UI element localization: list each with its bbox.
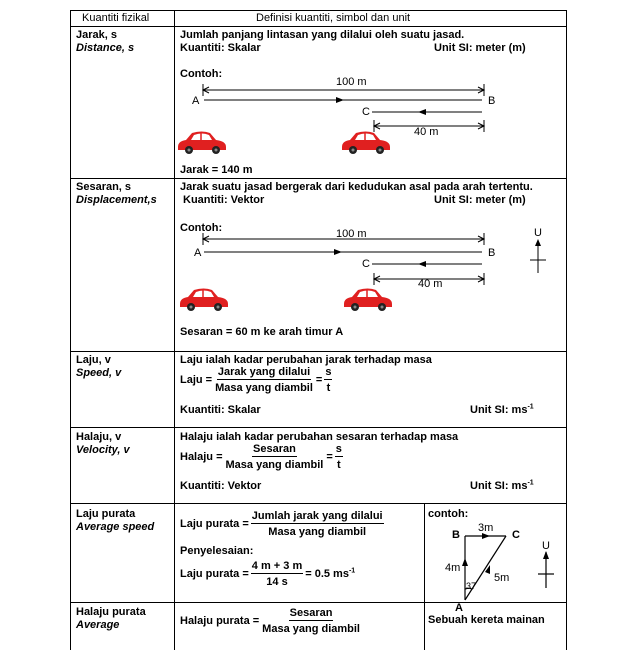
displacement-definition: Jarak suatu jasad bergerak dari kedudukan asal pada arah tertentu.: [180, 181, 533, 193]
speed-name-en: Speed, v: [76, 367, 122, 379]
fraction-numerator: s: [335, 443, 342, 455]
displacement-quantity: Kuantiti: Vektor: [183, 194, 265, 206]
speed-definition: Laju ialah kadar perubahan jarak terhadap masa: [180, 354, 432, 366]
point-c: C: [362, 106, 370, 118]
fraction: [261, 607, 361, 635]
fraction-numerator: Jarak yang dilalui: [217, 366, 311, 378]
distance-quantity: Kuantiti: Skalar: [180, 42, 261, 54]
displacement-label-100m: 100 m: [336, 228, 367, 240]
displacement-label-40m: 40 m: [418, 278, 443, 290]
displacement-example-label: Contoh:: [180, 222, 223, 234]
fraction-numerator: s: [325, 366, 332, 378]
calc-result: = 0.5 $ms^{-1}$: [305, 567, 356, 580]
speed-quantity: Kuantiti: Skalar: [180, 404, 261, 416]
fraction-numerator: Sesaran: [253, 443, 296, 455]
distance-unit: Unit SI: meter (m): [434, 42, 526, 54]
fraction-denominator: Masa yang diambil: [225, 459, 324, 471]
displacement-name: Sesaran, s: [76, 181, 132, 193]
velocity-unit: Unit SI: $ms^{-1}$: [470, 479, 534, 492]
speed-unit: Unit SI: $ms^{-1}$: [470, 403, 534, 416]
distance-definition: Jumlah panjang lintasan yang dilalui oleh suatu jasad.: [180, 29, 465, 41]
displacement-unit: Unit SI: meter (m): [434, 194, 526, 206]
fraction-numerator: Jumlah jarak yang dilalui: [251, 510, 383, 522]
velocity-name: Halaju, v: [76, 431, 122, 443]
formula-lhs: Laju =: [180, 374, 213, 386]
solution-label: Penyelesaian:: [180, 545, 254, 557]
avg-velocity-name-en: Average: [76, 619, 120, 631]
triangle-point-b: B: [452, 529, 460, 541]
avg-speed-name: Laju purata: [76, 508, 136, 520]
fraction-denominator: t: [326, 382, 331, 394]
avg-speed-name-en: Average speed: [76, 521, 155, 533]
distance-result: Jarak = 140 m: [180, 164, 253, 176]
fraction-numerator: 4 m + 3 m: [251, 560, 303, 572]
velocity-name-en: Velocity, v: [76, 444, 130, 456]
fraction-denominator: Masa yang diambil: [268, 526, 367, 538]
triangle-point-a: A: [455, 602, 463, 614]
distance-label-100m: 100 m: [336, 76, 367, 88]
fraction-denominator: 14 s: [266, 576, 288, 588]
displacement-name-en: Displacement,s: [76, 194, 157, 206]
formula-lhs: Halaju purata =: [180, 615, 260, 627]
avg-velocity-formula: [180, 607, 363, 635]
speed-name: Laju, v: [76, 354, 111, 366]
triangle-label-5m: 5m: [494, 572, 510, 584]
fraction-denominator: Masa yang diambil: [215, 382, 313, 394]
velocity-quantity: Kuantiti: Vektor: [180, 480, 262, 492]
triangle-example-label: contoh:: [428, 508, 469, 520]
triangle-label-4m: 4m: [445, 562, 461, 574]
header-definition: Definisi kuantiti, simbol dan unit: [256, 12, 411, 24]
displacement-result: Sesaran = 60 m ke arah timur A: [180, 326, 344, 338]
formula-lhs: Halaju =: [180, 451, 223, 463]
point-c: C: [362, 258, 370, 270]
compass-north-label: U: [542, 540, 550, 552]
compass-north-label: U: [534, 227, 542, 239]
distance-example-label: Contoh:: [180, 68, 223, 80]
distance-name: Jarak, s: [76, 29, 117, 41]
velocity-definition: Halaju ialah kadar perubahan sesaran terhadap masa: [180, 431, 459, 443]
equals-sign: =: [315, 374, 323, 386]
avg-velocity-note: Sebuah kereta mainan: [428, 614, 545, 626]
point-a: A: [192, 95, 200, 107]
triangle-point-c: C: [512, 529, 520, 541]
distance-label-40m: 40 m: [414, 126, 439, 138]
avg-velocity-name: Halaju purata: [76, 606, 146, 618]
distance-name-en: Distance, s: [76, 42, 135, 54]
calc-lhs: Laju purata =: [180, 568, 249, 580]
formula-lhs: Laju purata =: [180, 518, 249, 530]
fraction-numerator: Sesaran: [289, 607, 333, 619]
triangle-angle-label: 37: [466, 581, 477, 591]
equals-sign: =: [326, 451, 333, 463]
point-a: A: [194, 247, 202, 259]
header-quantity: Kuantiti fizikal: [82, 12, 150, 24]
fraction-denominator: Masa yang diambil: [262, 623, 360, 635]
point-b: B: [488, 247, 496, 259]
point-b: B: [488, 95, 496, 107]
fraction-denominator: t: [336, 459, 341, 471]
triangle-label-3m: 3m: [478, 522, 494, 534]
